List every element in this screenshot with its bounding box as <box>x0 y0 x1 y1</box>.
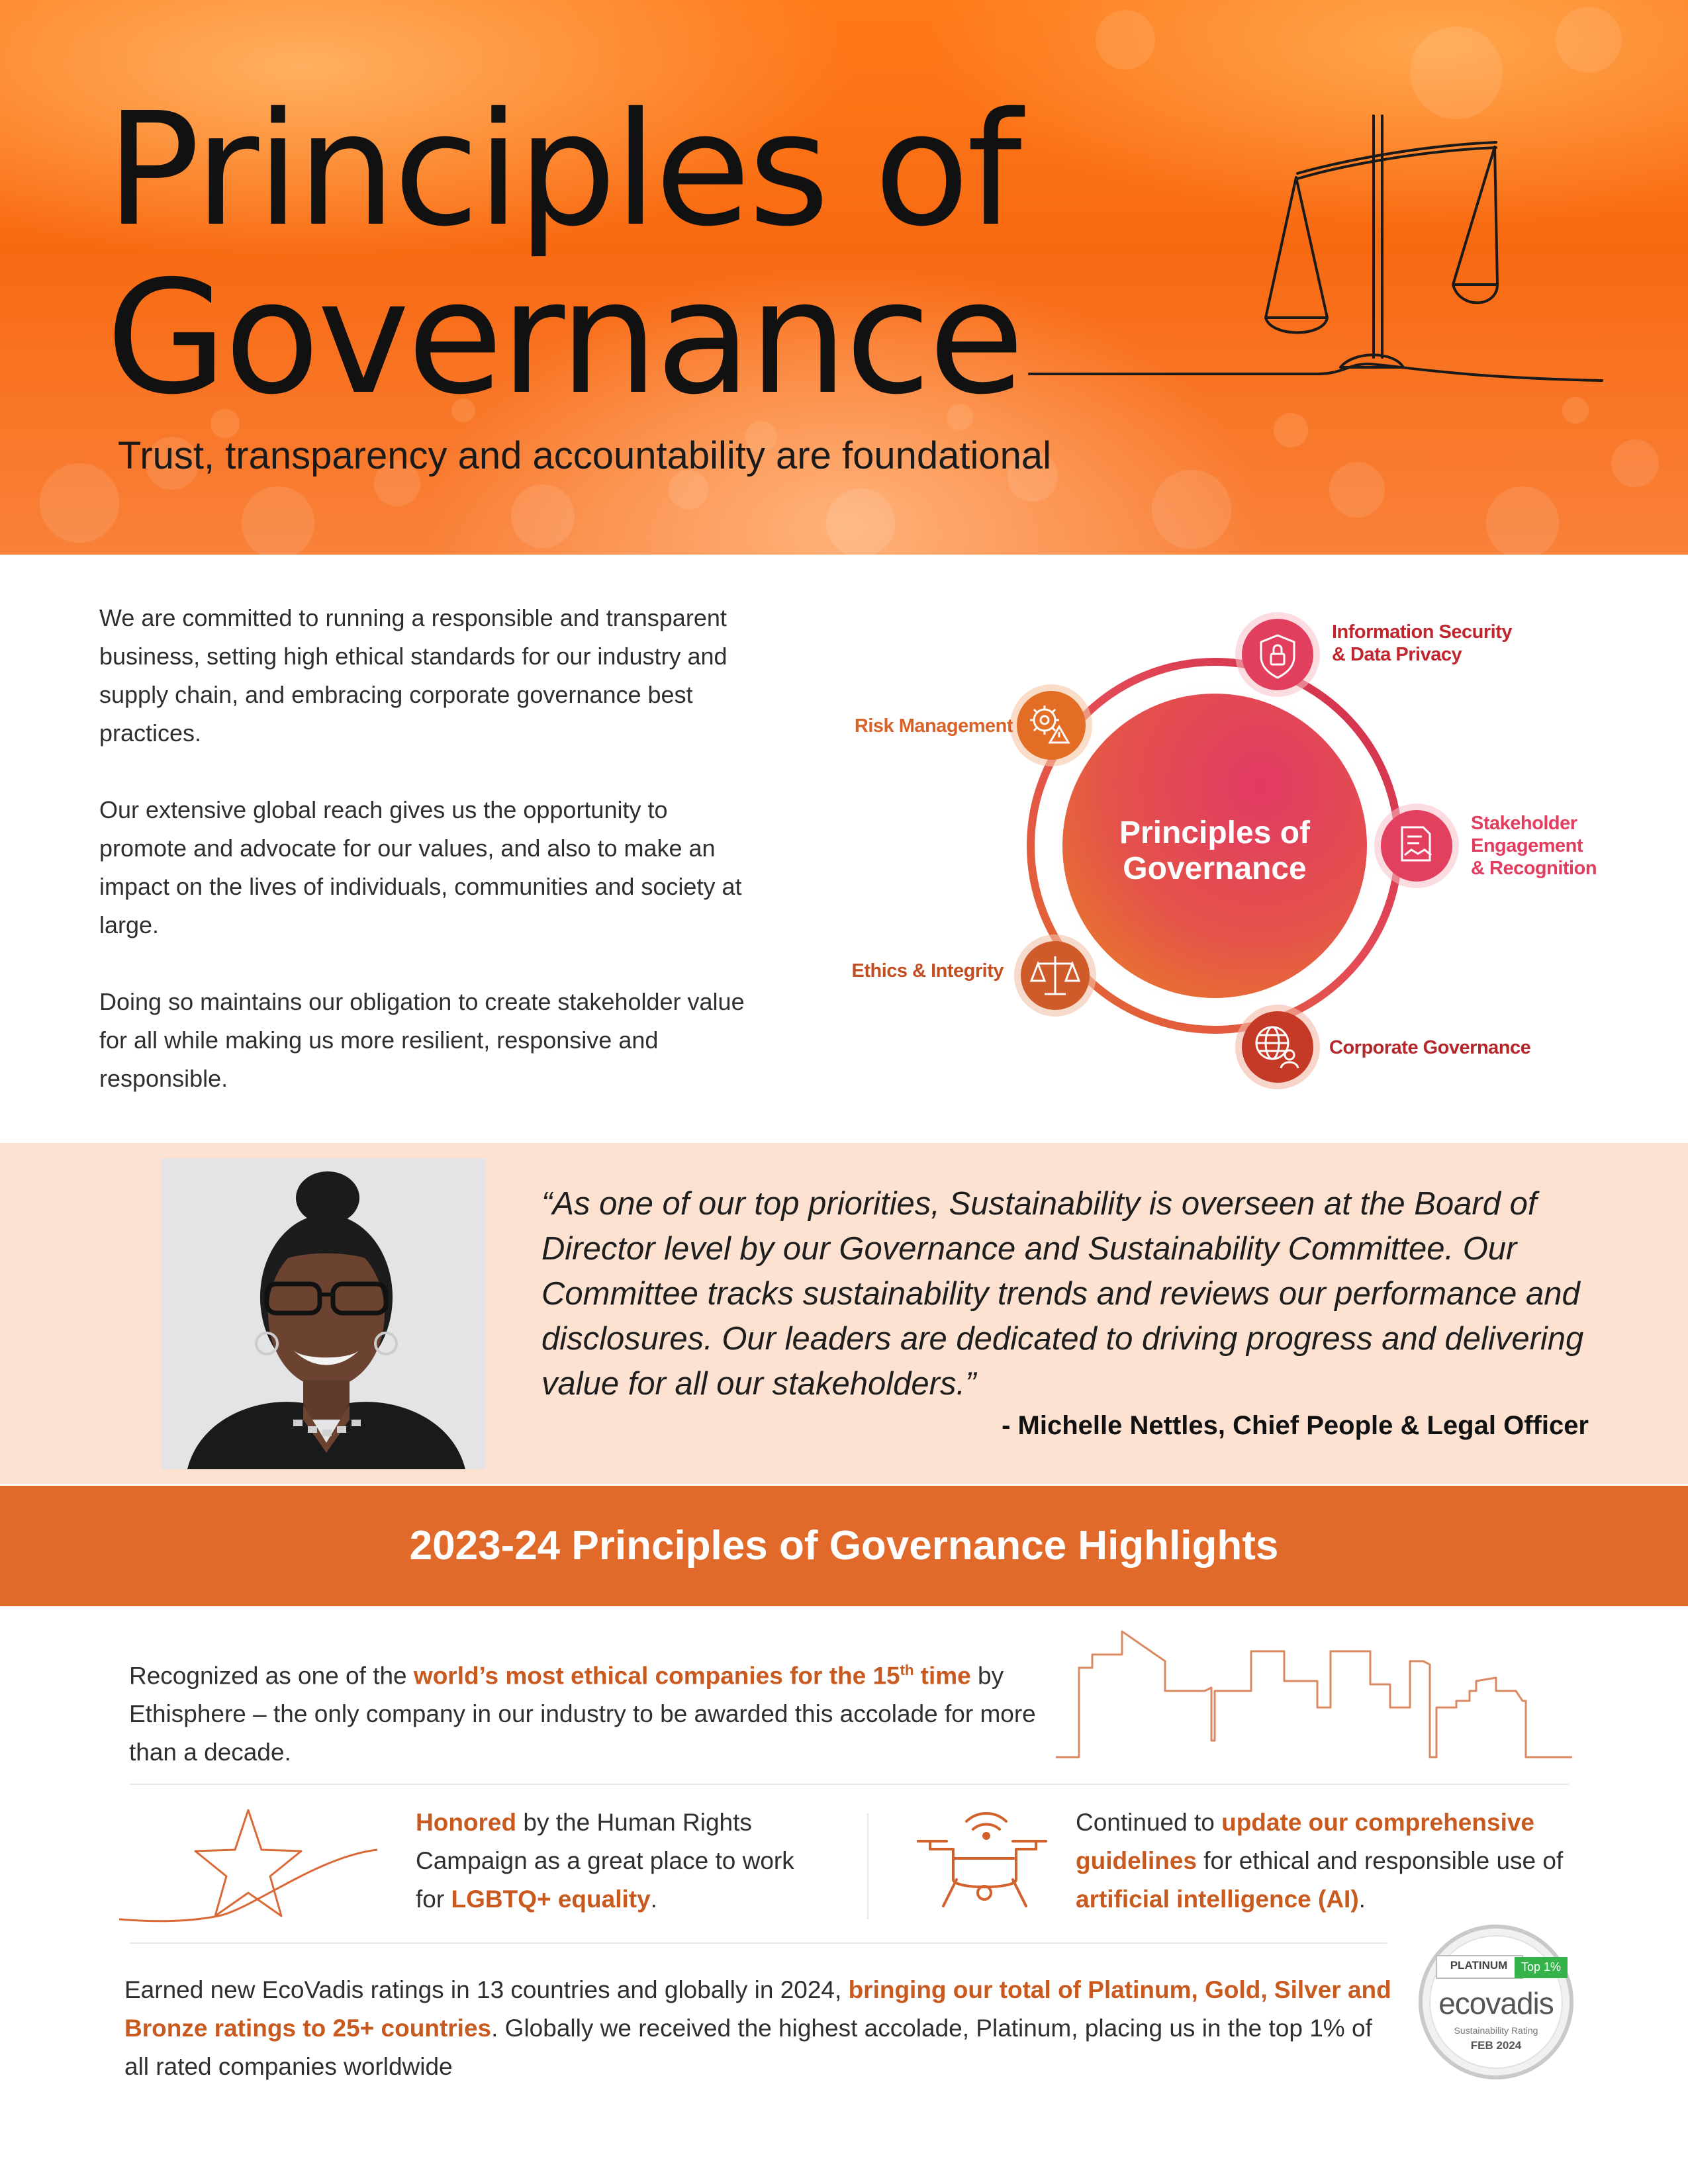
highlight-ecovadis: Earned new EcoVadis ratings in 13 countries and globally in 2024, bringing our total of Platinum, Gold, Silver and Bronze ratings to 25+ countries. Globally we received the highest accolade, Platinum, placing us in the top 1% of all rated companies worldwide <box>124 1976 1391 2080</box>
diagram-center-line2: Governance <box>1123 851 1307 886</box>
label-info-security: Information Security & Data Privacy <box>1332 621 1512 665</box>
label-stakeholder: Stakeholder Engagement & Recognition <box>1471 813 1597 879</box>
label-risk-management: Risk Management <box>854 715 1013 737</box>
portrait-illustration <box>161 1158 485 1469</box>
quote-text: “As one of our top priorities, Sustainability is overseen at the Board of Director level by our Governance and Sustainability Committee. Our Committee tracks sustainability trends and reviews our performance and disclosures. Our leaders are dedicated to driving progress and delivering value for all our stakeholders.” <box>541 1186 1584 1402</box>
intro-paragraph: We are committed to running a responsible and transparent business, setting high ethical standards for our industry and supply chain, and embracing corporate governance best practices. <box>99 604 727 747</box>
intro-text <box>99 599 761 1136</box>
node-stakeholder-engagement <box>1374 803 1459 888</box>
governance-diagram <box>841 596 1675 1099</box>
page-title-line1: Principles of <box>106 79 1019 261</box>
highlight-hrc: Honored by the Human Rights Campaign as a great place to work for LGBTQ+ equality. <box>416 1809 794 1913</box>
node-risk-management <box>1010 684 1092 766</box>
divider <box>129 1784 1569 1785</box>
node-corporate-governance <box>1235 1005 1320 1089</box>
quote-attribution: - Michelle Nettles, Chief People & Legal Officer <box>1002 1411 1589 1440</box>
intro-paragraph: Our extensive global reach gives us the opportunity to promote and advocate for our values, and also to make an impact on the lives of individuals, communities and society at large. <box>99 796 742 938</box>
label-ethics-integrity: Ethics & Integrity <box>851 960 1004 981</box>
page-subtitle: Trust, transparency and accountability are foundational <box>118 434 1052 477</box>
highlight-ai-guidelines: Continued to update our comprehensive guidelines for ethical and responsible use of artificial intelligence (AI). <box>1076 1809 1564 1913</box>
page-title-line2: Governance <box>106 247 1022 429</box>
ai-drone-icon <box>917 1807 1049 1913</box>
divider <box>129 1942 1387 1944</box>
node-ethics-integrity <box>1014 934 1096 1017</box>
badge-caption: Sustainability Rating <box>1454 2025 1538 2036</box>
badge-rank: Top 1% <box>1521 1960 1562 1974</box>
page-title <box>106 79 1022 429</box>
badge-brand: ecovadis <box>1438 1986 1554 2021</box>
portrait-photo <box>161 1158 485 1469</box>
ecovadis-badge <box>1417 1923 1575 2081</box>
badge-tier: PLATINUM <box>1450 1959 1508 1972</box>
highlights-title: 2023-24 Principles of Governance Highlights <box>409 1523 1279 1569</box>
city-skyline-icon <box>1053 1628 1575 1764</box>
diagram-center-line1: Principles of <box>1119 815 1311 850</box>
label-corporate-governance: Corporate Governance <box>1329 1037 1531 1058</box>
star-outline-icon <box>119 1803 384 1926</box>
vertical-divider <box>867 1813 868 1919</box>
intro-paragraph: Doing so maintains our obligation to create stakeholder value for all while making us more resilient, responsive and responsible. <box>99 988 745 1092</box>
highlight-ethisphere: Recognized as one of the world’s most ethical companies for the 15th time by Ethisphere – the only company in our industry to be awarded this accolade for more than a decade. <box>129 1662 1036 1766</box>
node-info-security <box>1235 612 1320 697</box>
badge-date: FEB 2024 <box>1470 2039 1522 2052</box>
hero-banner <box>0 0 1688 555</box>
